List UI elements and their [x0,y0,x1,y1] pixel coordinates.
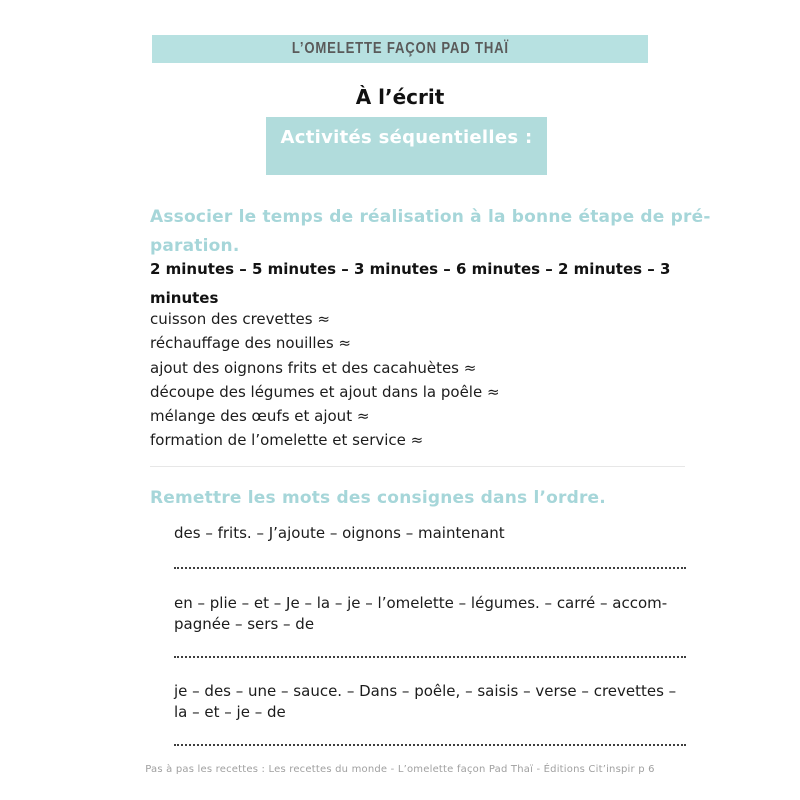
word-order-line: en – plie – et – Je – la – je – l’omelette – légumes. – carré – accom- [174,594,668,612]
step-item: cuisson des crevettes ≈ [150,310,330,328]
heading-line: paration. [150,236,240,256]
step-item: ajout des oignons frits et des cacahuètes ≈ [150,358,477,377]
word-order-line: la – et – je – de [174,703,286,721]
durations-line: 2 minutes – 5 minutes – 3 minutes – 6 minutes – 2 minutes – 3 [150,260,671,278]
word-order-heading: Remettre les mots des consignes dans l’ordre. [150,488,606,508]
section-divider [150,466,685,467]
step-item: formation de l’omelette et service ≈ [150,431,424,450]
sequencing-steps-list [150,307,500,453]
durations-line: minutes [150,289,219,307]
word-order-item-3 [174,681,676,723]
word-order-line: pagnée – sers – de [174,615,315,633]
word-order-item-2 [174,593,667,635]
activities-label: Activités séquentielles : [280,127,533,148]
step-item: réchauffage des nouilles ≈ [150,334,351,353]
word-order-line: des – frits. – J’ajoute – oignons – maintenant [174,524,505,542]
answer-blank-line-2 [174,656,686,658]
matching-instruction-heading [150,203,711,261]
activities-box [266,117,547,175]
word-order-item-1 [174,523,505,544]
word-order-line: je – des – une – sauce. – Dans – poêle, – saisis – verse – crevettes – [174,682,677,700]
answer-blank-line-3 [174,744,686,746]
recipe-title-banner [152,35,648,63]
heading-line: Associer le temps de réalisation à la bonne étape de pré- [150,207,711,227]
step-item: découpe des légumes et ajout dans la poêle ≈ [150,382,500,401]
step-item: mélange des œufs et ajout ≈ [150,407,370,426]
answer-blank-line-1 [174,567,686,569]
footer-credit: Pas à pas les recettes : Les recettes du monde - L’omelette façon Pad Thaï - Éditions Cit’inspir p 6 [145,764,655,775]
durations-word-bank [150,255,670,313]
recipe-title: L’OMELETTE FAÇON PAD THAÏ [291,40,509,57]
page-title: À l’écrit [355,85,445,109]
